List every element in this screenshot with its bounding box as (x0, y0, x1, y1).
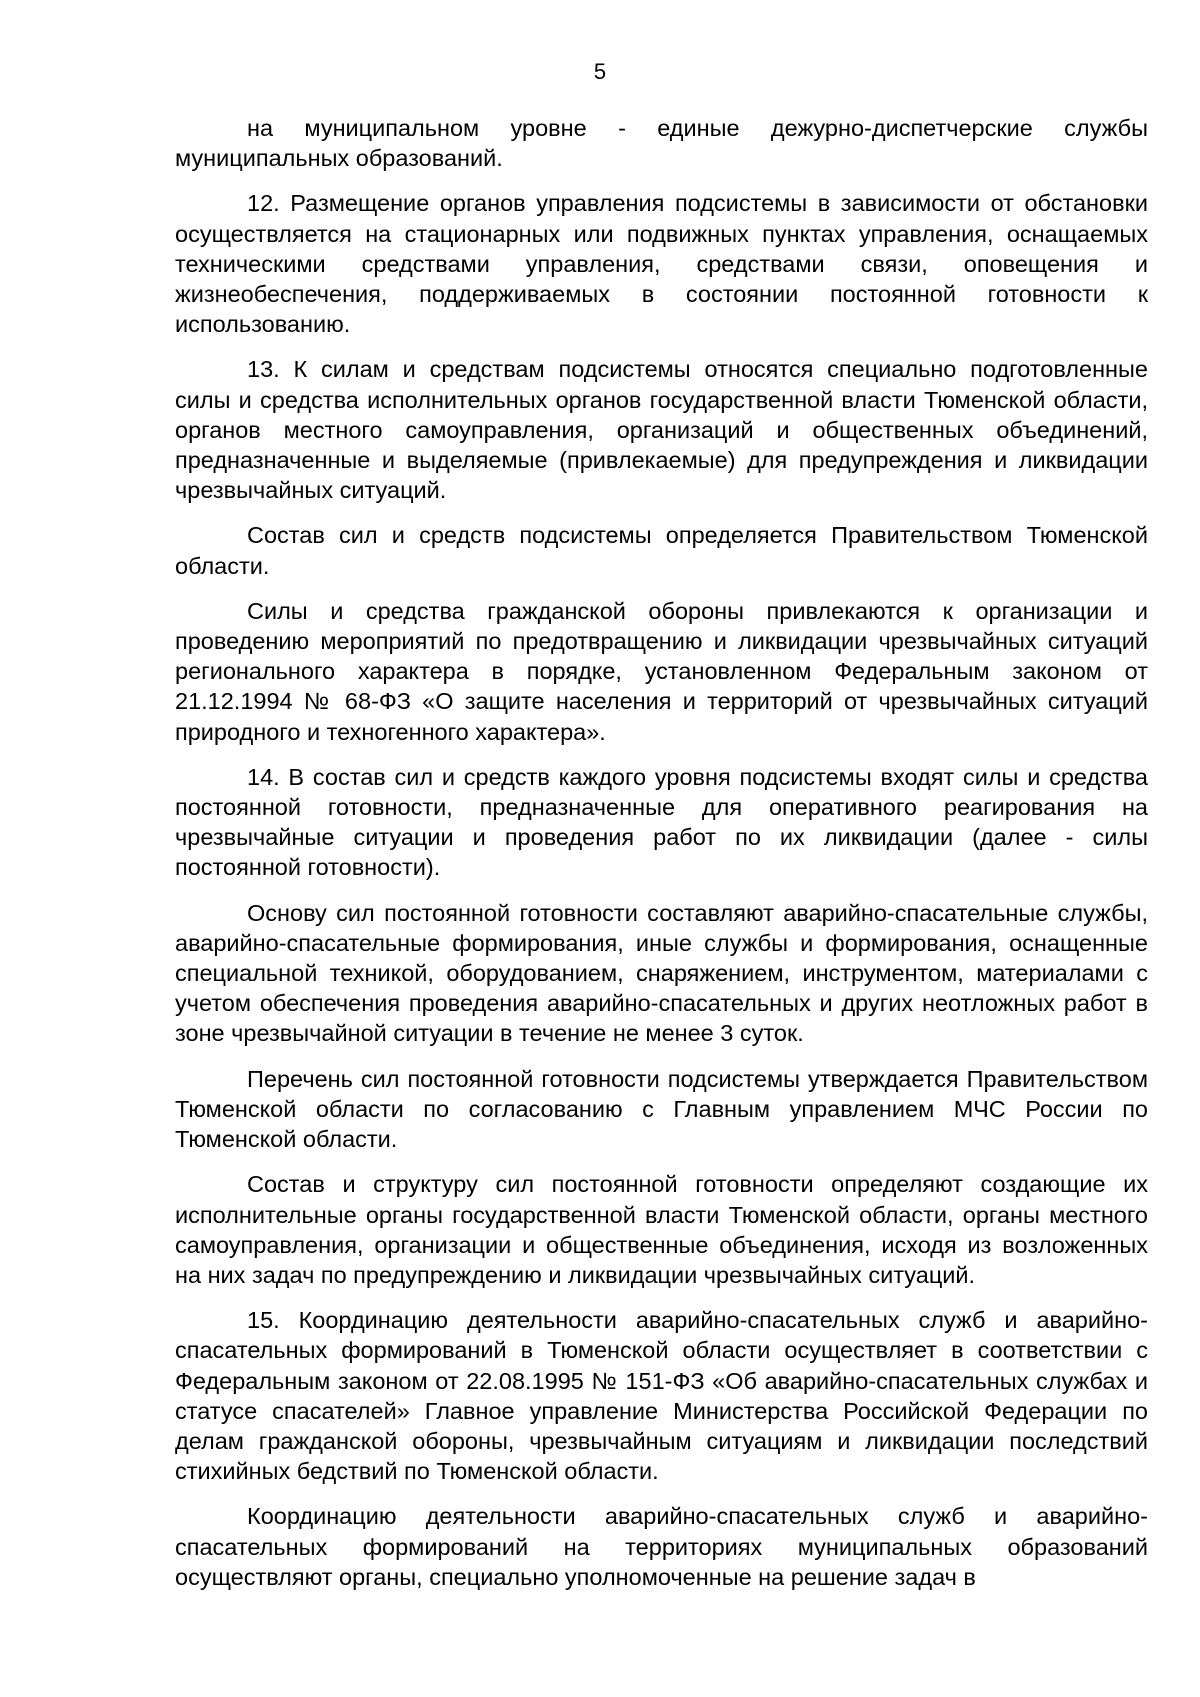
paragraph-civil-defense: Силы и средства гражданской обороны привлекаются к организации и проведению мероприятий по предотвращению и ликвидации чрезвычайных ситуаций регионального характера в порядке, установленном Федеральным законом от 21.12.1994 № 68-ФЗ «О защите населения и территорий от чрезвычайных ситуаций природного и техногенного характера». (175, 597, 1148, 745)
paragraph-municipal-coordination: Координацию деятельности аварийно-спасательных служб и аварийно-спасательных формирований на территориях муниципальных образований осуществляют органы, специально уполномоченные на решение задач в (175, 1503, 1148, 1590)
paragraph-14: 14. В состав сил и средств каждого уровня подсистемы входят силы и средства постоянной готовности, предназначенные для оперативного реагирования на чрезвычайные ситуации и проведения работ по их ликвидации (далее - силы постоянной готовности). (175, 763, 1148, 881)
page-number: 5 (593, 59, 607, 84)
paragraph-13: 13. К силам и средствам подсистемы относятся специально подготовленные силы и средства исполнительных органов государственной власти Тюменской области, органов местного самоуправления, организаций и общественных объединений, предназначенные и выделяемые (привлекаемые) для предупреждения и ликвидации чрезвычайных ситуаций. (175, 356, 1148, 504)
paragraph-forces-structure: Состав и структуру сил постоянной готовности определяют создающие их исполнительные органы государственной власти Тюменской области, органы местного самоуправления, организации и общественные объединения, исходя из возложенных на них задач по предупреждению и ликвидации чрезвычайных ситуаций. (175, 1171, 1148, 1288)
paragraph-15: 15. Координацию деятельности аварийно-спасательных служб и аварийно-спасательных формирований в Тюменской области осуществляет в соответствии с Федеральным законом от 22.08.1995 № 151-ФЗ «Об аварийно-спасательных службах и статусе спасателей» Главное управление Министерства Российской Федерации по делам гражданской обороны, чрезвычайным ситуациям и ликвидации последствий стихийных бедствий по Тюменской области. (175, 1307, 1148, 1485)
document-body (175, 113, 1148, 1607)
paragraph-12: 12. Размещение органов управления подсистемы в зависимости от обстановки осуществляется на стационарных или подвижных пунктах управления, оснащаемых техническими средствами управления, средствами связи, оповещения и жизнеобеспечения, поддерживаемых в состоянии постоянной готовности к использованию. (175, 190, 1148, 338)
paragraph-forces-composition: Состав сил и средств подсистемы определяется Правительством Тюменской области. (175, 522, 1148, 579)
paragraph-readiness-basis: Основу сил постоянной готовности составляют аварийно-спасательные службы, аварийно-спасательные формирования, иные службы и формирования, оснащенные специальной техникой, оборудованием, снаряжением, инструментом, материалами с учетом обеспечения проведения аварийно-спасательных и других неотложных работ в зоне чрезвычайной ситуации в течение не менее 3 суток. (175, 899, 1148, 1047)
paragraph-forces-list: Перечень сил постоянной готовности подсистемы утверждается Правительством Тюменской области по согласованию с Главным управлением МЧС России по Тюменской области. (175, 1065, 1148, 1153)
paragraph-municipal-level: на муниципальном уровне - единые дежурно-диспетчерские службы муниципальных образований. (175, 115, 1148, 172)
